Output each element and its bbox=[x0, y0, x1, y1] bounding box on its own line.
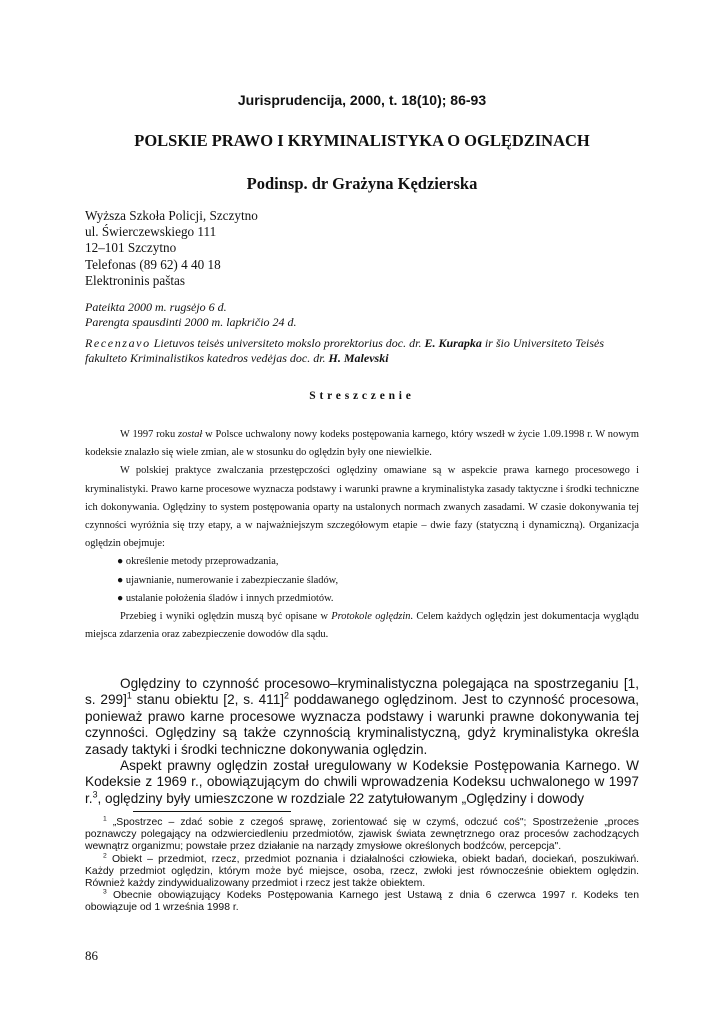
affiliation-line: 12–101 Szczytno bbox=[85, 240, 177, 256]
text-run: Przebieg i wyniki oględzin muszą być opisane w bbox=[120, 611, 332, 623]
bullet-item bbox=[85, 572, 639, 590]
page-number: 86 bbox=[85, 948, 98, 963]
footnote-number: 3 bbox=[103, 888, 107, 896]
article-author: Podinsp. dr Grażyna Kędzierska bbox=[246, 174, 478, 193]
abstract-paragraph bbox=[85, 426, 639, 462]
abstract-paragraph bbox=[85, 608, 639, 644]
accepted-date: Parengta spausdinti 2000 m. lapkričio 24 d. bbox=[85, 315, 297, 329]
abstract-body bbox=[85, 426, 639, 644]
text-run: w Polsce uchwalony nowy kodeks postępowania karnego, który wszedł w życie 1.09.1998 r. W nowym kodeksie znalazło się wiele zmian, ale w stosunku do oględzin były one niewielkie. bbox=[85, 429, 639, 459]
affiliation-line: Wyższa Szkoła Policji, Szczytno bbox=[85, 208, 258, 223]
footnote bbox=[85, 854, 639, 891]
body-paragraph bbox=[85, 758, 639, 807]
body-paragraph bbox=[85, 676, 639, 758]
affiliation-line: Telefonas (89 62) 4 40 18 bbox=[85, 256, 221, 272]
bullet-icon: ● bbox=[117, 556, 126, 568]
bullet-text: ujawnianie, numerowanie i zabezpieczanie śladów, bbox=[125, 574, 339, 586]
abstract-heading: Streszczenie bbox=[309, 390, 415, 402]
footnote-number: 1 bbox=[103, 815, 107, 823]
review-text: ir šio Universiteto Teisės fakulteto Kriminalistikos katedros vedėjas doc. dr. bbox=[85, 336, 605, 365]
footnote-ref: 1 bbox=[126, 690, 132, 701]
footnote-number: 2 bbox=[103, 852, 107, 860]
text-run: , oględziny były umieszczone w rozdziale 22 zatytułowanym „Oględziny i dowody bbox=[97, 790, 585, 806]
footnote-text: Obiekt – przedmiot, rzecz, przedmiot poznania i działalności człowieka, obiekt badań, dociekań, poszukiwań. Każdy przedmiot oględzin, którym może być miejsce, osoba, rzecz, zwłoki jest równocześnie obiektem oględzin. Również każdy zindywidualizowany przedmiot i rzecz jest także obiektem. bbox=[85, 853, 639, 890]
text-run: poddawanego oględzinom. Jest to czynność procesowa, ponieważ prawo karne procesowe wyznacza podstawy i warunki prawne dokonywania tej czynności. Oględziny są także czynnością kryminalistyczną, gdyż kryminalistyka określa zasady taktyki i środki techniczne dokonywania oględzin. bbox=[85, 692, 639, 757]
bullet-text: określenie metody przeprowadzania, bbox=[125, 556, 279, 568]
review-note bbox=[85, 336, 645, 366]
text-run: . Celem każdych oględzin jest dokumentacja wyglądu miejsca zdarzenia oraz zabezpieczenie dowodów dla sądu. bbox=[85, 611, 639, 641]
footnotes bbox=[85, 817, 639, 915]
reviewer-name: E. Kurapka bbox=[424, 336, 482, 350]
footnote-text: „Spostrzec – zdać sobie z czegoś sprawę, zorientować się w czymś, odczuć coś"; Spostrzeżenie „proces poznawczy polegający na odzwierciedleniu przedmiotów, zjawisk świata zewnętrznego oraz procesów zachodzących wewnątrz organizmu; powstałe przez działanie na narządy zmysłowe określonych bodźców, percepcja". bbox=[85, 817, 639, 853]
text-run: Aspekt prawny oględzin został uregulowany w Kodeksie Postępowania Karnego. W Kodeksie z 1969 r., obowiązującym do chwili wprowadzenia Kodeksu uchwalonego w 1997 r. bbox=[85, 758, 639, 806]
reviewer-name: H. Malevski bbox=[328, 351, 389, 365]
text-run: stanu obiektu [2, s. 411] bbox=[131, 692, 285, 708]
bullet-text: ustalanie położenia śladów i innych przedmiotów. bbox=[125, 592, 334, 604]
bullet-icon: ● bbox=[117, 574, 126, 586]
submitted-date: Pateikta 2000 m. rugsėjo 6 d. bbox=[85, 300, 227, 314]
bullet-item bbox=[85, 590, 639, 608]
text-run: W 1997 roku bbox=[120, 429, 179, 440]
bullet-icon: ● bbox=[117, 592, 126, 604]
affiliation-line: Elektroninis paštas bbox=[85, 272, 185, 288]
footnote bbox=[85, 817, 639, 854]
review-text: Lietuvos teisės universiteto mokslo prorektorius doc. dr. bbox=[150, 336, 425, 350]
main-body bbox=[85, 676, 639, 807]
footnote-divider bbox=[133, 811, 291, 812]
footnote-ref: 3 bbox=[92, 789, 98, 800]
abstract-paragraph: W polskiej praktyce zwalczania przestępczości oględziny omawiane są w aspekcie prawa karnego procesowego i kryminalistyki. Prawo karne procesowe wyznacza podstawy i warunki prawne a kryminalistyka zasady taktyczne i środki techniczne ich dokonywania. Oględziny to system postępowania oparty na ustalonych normach zwanych zasadami. W czasie dokonywania tej czynności wyróżnia się trzy etapy, a w najważniejszym szczegółowym etapie – dwie fazy (statyczną i dynamiczną). Organizacja oględzin obejmuje: bbox=[85, 465, 639, 550]
submission-dates bbox=[85, 300, 297, 330]
journal-citation: Jurisprudencija, 2000, t. 18(10); 86-93 bbox=[237, 92, 487, 108]
review-label: Recenzavo bbox=[85, 336, 151, 350]
affiliation-line: ul. Świerczewskiego 111 bbox=[85, 224, 217, 240]
footnote-ref: 2 bbox=[284, 690, 289, 701]
bullet-item bbox=[85, 553, 639, 571]
article-title: POLSKIE PRAWO I KRYMINALISTYKA O OGLĘDZINACH bbox=[134, 131, 590, 150]
text-run: Protokole oględzin bbox=[331, 611, 411, 623]
footnote-text: Obecnie obowiązujący Kodeks Postępowania Karnego jest Ustawą z dnia 6 czerwca 1997 r. Kodeks ten obowiązuje od 1 września 1998 r. bbox=[85, 890, 639, 914]
footnote bbox=[85, 890, 639, 914]
text-run: został bbox=[178, 429, 203, 440]
author-affiliation bbox=[85, 208, 258, 289]
text-run: Oględziny to czynność procesowo–kryminalistyczna polegająca na spostrzeganiu [1, s. 299] bbox=[85, 676, 639, 708]
